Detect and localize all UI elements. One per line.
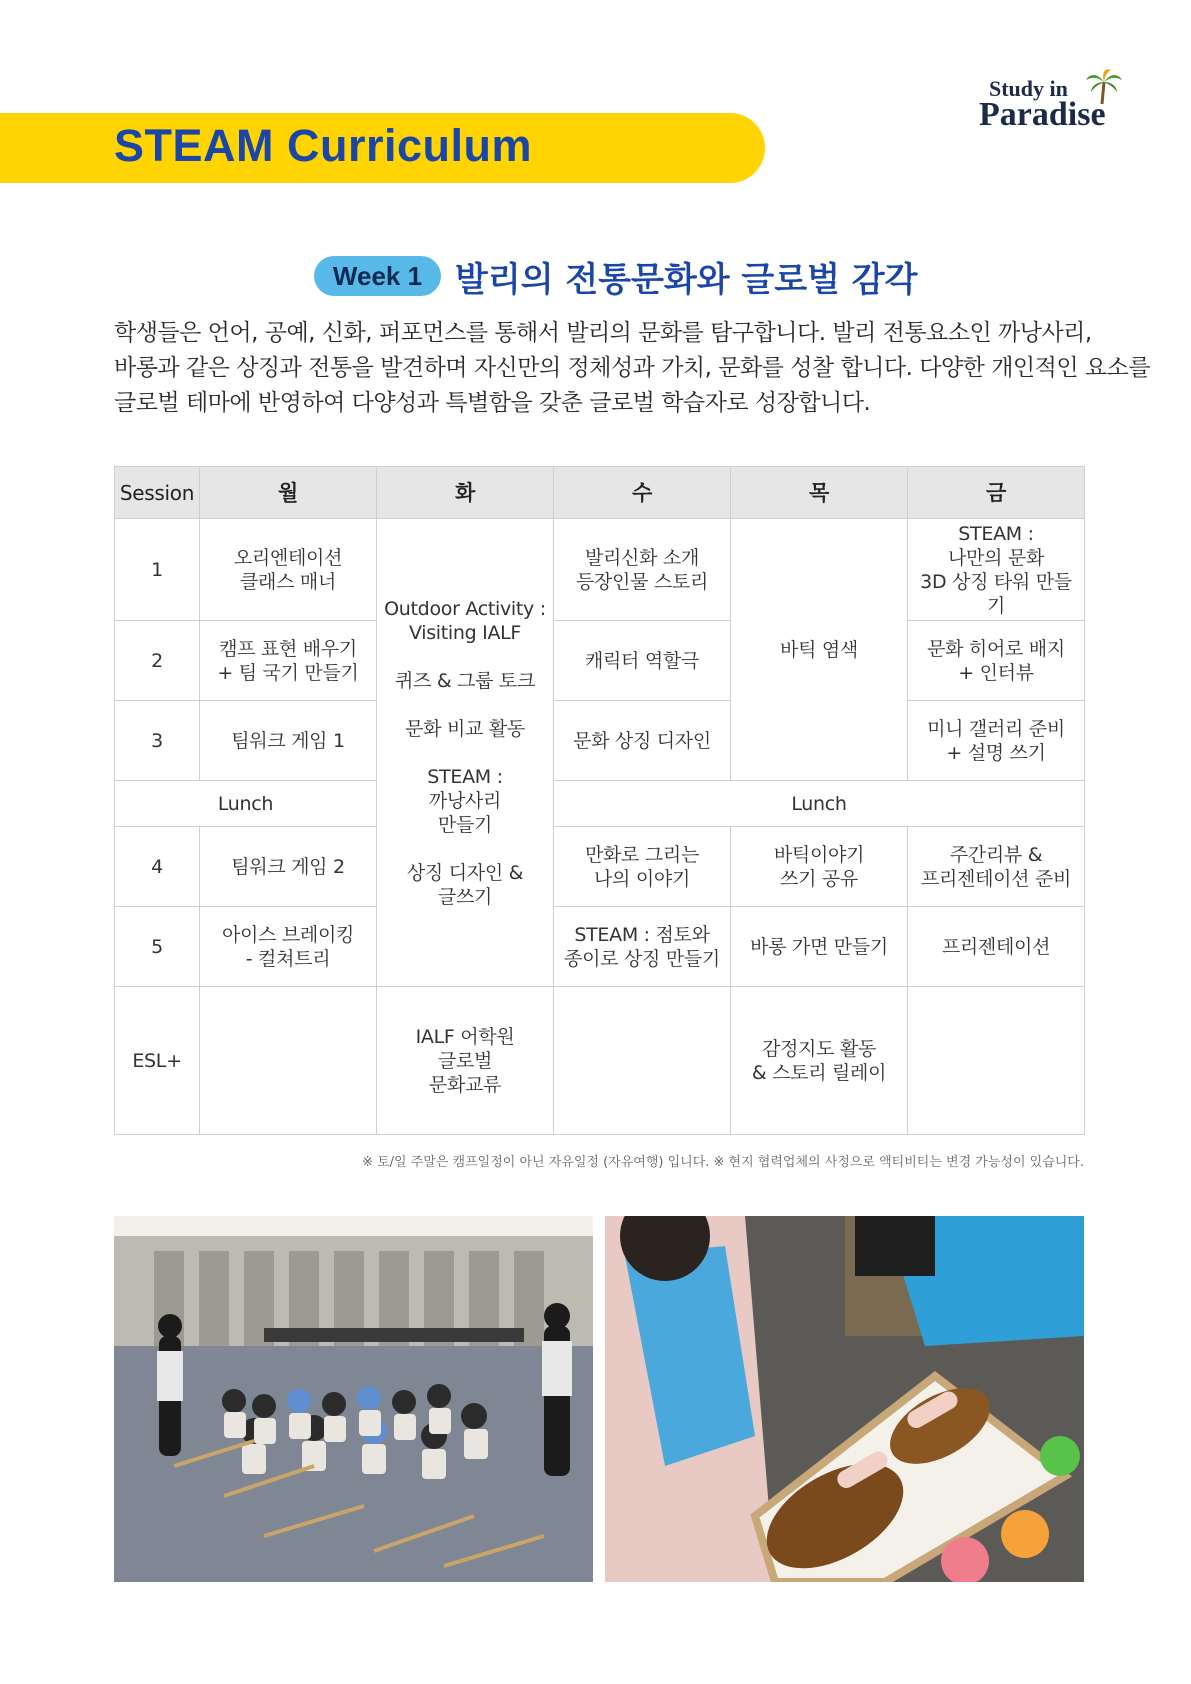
cell-text: 문화교류 [428,1073,502,1096]
wed-session-1 [554,519,731,621]
cell-text: 발리신화 소개 [584,546,700,569]
lunch-row [115,781,1085,827]
cell-text: - 컬쳐트리 [245,947,331,970]
lunch-cell-right: Lunch [554,781,1085,827]
cell-text: 상징 디자인 & [406,861,524,884]
cell-text: 캠프 표현 배우기 [219,637,357,660]
cell-text: 감정지도 활동 [761,1037,877,1060]
mon-esl [200,987,377,1135]
mon-session-3: 팀워크 게임 1 [200,701,377,781]
tue-esl [377,987,554,1135]
header-thu: 목 [731,467,908,519]
cell-text: 나만의 문화 [947,546,1044,569]
cell-text: 쓰기 공유 [780,867,858,890]
lunch-cell-left: Lunch [115,781,377,827]
session-number: 2 [115,621,200,701]
week-badge: Week 1 [314,256,441,296]
cell-text: 만화로 그리는 [584,843,700,866]
mon-session-4: 팀워크 게임 2 [200,827,377,907]
table-row [115,621,1085,701]
thu-esl [731,987,908,1135]
wed-session-4 [554,827,731,907]
classroom-photo [114,1216,593,1582]
cell-text: 글쓰기 [437,885,493,908]
batik-painting-photo-icon [605,1216,1084,1582]
header-session: Session [115,467,200,519]
fri-session-4 [908,827,1085,907]
esl-row [115,987,1085,1135]
thu-session-4 [731,827,908,907]
cell-text: 까낭사리 [428,789,502,812]
wed-esl [554,987,731,1135]
cell-text: STEAM : [427,765,503,788]
cell-text: 종이로 상징 만들기 [564,947,720,970]
table-row [115,519,1085,621]
fri-session-3 [908,701,1085,781]
cell-text: + 설명 쓰기 [946,741,1046,764]
cell-text: 글로벌 [437,1049,493,1072]
cell-text: 만들기 [437,813,493,836]
tue-outdoor-block [377,519,554,987]
fri-session-1 [908,519,1085,621]
thu-batik-block: 바틱 염색 [731,519,908,781]
cell-text: 바틱이야기 [773,843,865,866]
header-wed: 수 [554,467,731,519]
cell-text: 클래스 매너 [239,570,336,593]
table-header-row [115,467,1085,519]
table-row [115,907,1085,987]
palm-tree-icon [1085,68,1123,104]
wed-session-5 [554,907,731,987]
cell-text: 3D 상징 타워 만들기 [920,570,1072,617]
cell-text: + 팀 국기 만들기 [217,661,359,684]
session-number: 3 [115,701,200,781]
cell-text: 퀴즈 & 그룹 토크 [394,669,536,692]
cell-text: 프리젠테이션 준비 [920,867,1072,890]
fri-esl [908,987,1085,1135]
intro-line: 바롱과 같은 상징과 전통을 발견하며 자신만의 정체성과 가치, 문화를 성찰 합니다. 다양한 개인적인 요소를 [114,355,1151,381]
session-number: ESL+ [115,987,200,1135]
study-in-paradise-logo [975,68,1125,138]
header-mon: 월 [200,467,377,519]
cell-text: Visiting IALF [408,621,522,644]
table-row [115,701,1085,781]
week-title: 발리의 전통문화와 글로벌 감각 [455,260,918,300]
cell-text: 아이스 브레이킹 [221,923,355,946]
cell-text: STEAM : 점토와 [574,923,710,946]
session-number: 1 [115,519,200,621]
mon-session-2 [200,621,377,701]
cell-text: 문화 비교 활동 [405,717,525,740]
cell-text: & 스토리 릴레이 [751,1061,887,1084]
cell-text: 미니 갤러리 준비 [927,717,1065,740]
cell-text: IALF 어학원 [415,1025,515,1048]
cell-text: STEAM : [958,522,1034,545]
wed-session-3: 문화 상징 디자인 [554,701,731,781]
thu-session-5: 바롱 가면 만들기 [731,907,908,987]
header-fri: 금 [908,467,1085,519]
cell-text: 나의 이야기 [593,867,690,890]
page-title: STEAM Curriculum [114,120,533,171]
cell-text: 오리엔테이션 [233,546,343,569]
logo-text-bottom: Paradise [979,96,1106,133]
cell-text: 주간리뷰 & [949,843,1043,866]
fri-session-2 [908,621,1085,701]
intro-paragraph [114,316,1151,421]
table-row [115,827,1085,907]
cell-text: Outdoor Activity : [384,597,546,620]
batik-painting-photo [605,1216,1084,1582]
wed-session-2: 캐릭터 역할극 [554,621,731,701]
weekly-schedule-table [114,466,1085,1135]
intro-line: 학생들은 언어, 공예, 신화, 퍼포먼스를 통해서 발리의 문화를 탐구합니다. 발리 전통요소인 까낭사리, [114,320,1092,346]
cell-text: + 인터뷰 [958,661,1034,684]
header-tue: 화 [377,467,554,519]
cell-text: 등장인물 스토리 [575,570,709,593]
fri-session-5: 프리젠테이션 [908,907,1085,987]
footnote: ※ 토/일 주말은 캠프일정이 아닌 자유일정 (자유여행) 입니다. ※ 현지 협력업체의 사정으로 액티비티는 변경 가능성이 있습니다. [362,1155,1084,1170]
session-number: 4 [115,827,200,907]
logo-text-top: Study in [989,76,1068,101]
mon-session-1 [200,519,377,621]
mon-session-5 [200,907,377,987]
cell-text: 문화 히어로 배지 [927,637,1065,660]
intro-line: 글로벌 테마에 반영하여 다양성과 특별함을 갖춘 글로벌 학습자로 성장합니다. [114,390,871,416]
session-number: 5 [115,907,200,987]
classroom-photo-icon [114,1216,593,1582]
